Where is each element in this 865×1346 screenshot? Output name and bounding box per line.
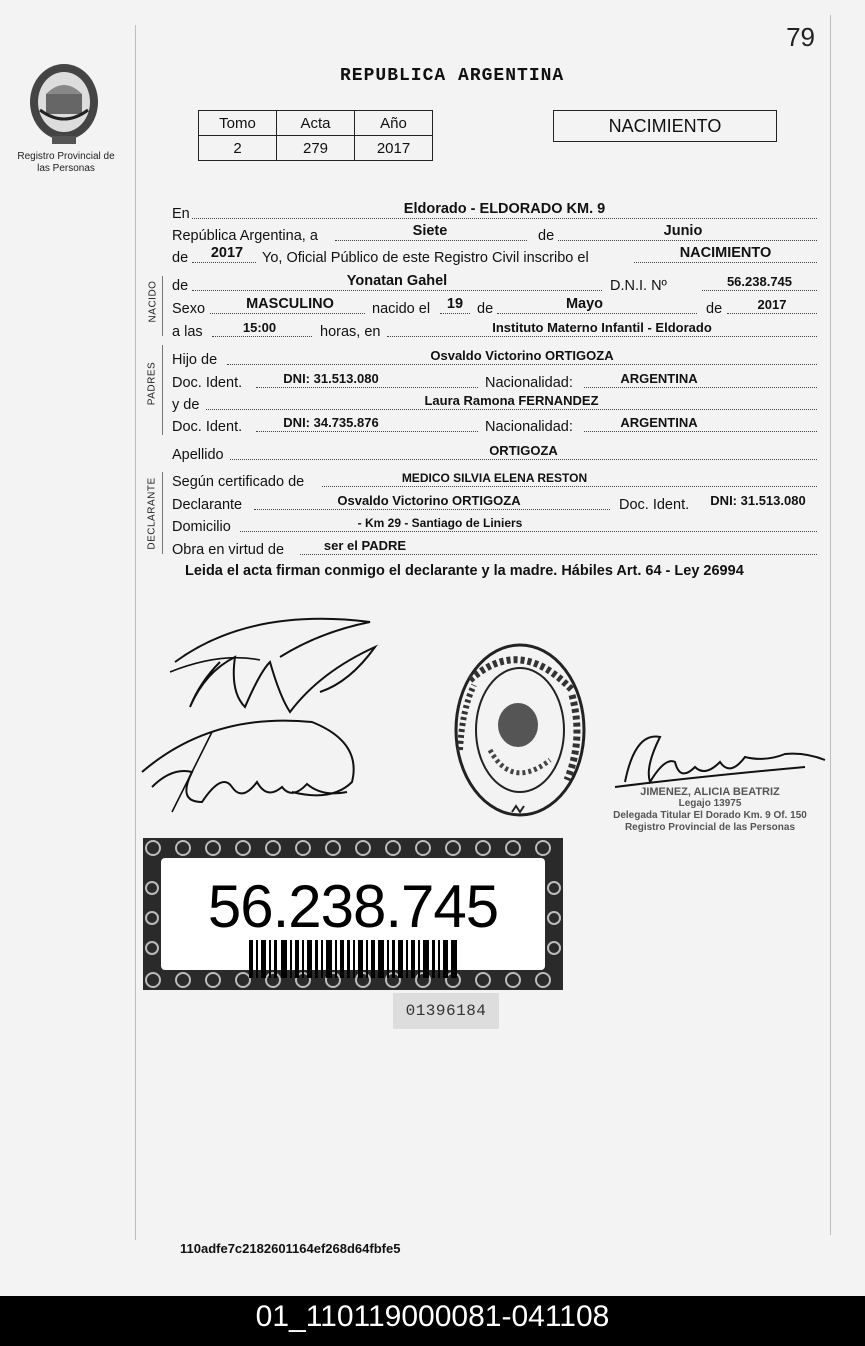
dotted-line [210, 313, 365, 314]
book-header-anio: Año [355, 111, 433, 136]
label-dni: D.N.I. Nº [610, 278, 667, 294]
value-nombre: Yonatan Gahel [346, 273, 448, 289]
row-madre [172, 391, 817, 413]
row-domicilio [172, 513, 817, 535]
value-nac-anio: 2017 [757, 297, 787, 312]
left-margin-line [135, 25, 136, 1240]
label-nacionalidad2: Nacionalidad: [485, 419, 573, 435]
label-sexo: Sexo [172, 301, 206, 317]
book-header-acta: Acta [277, 111, 355, 136]
province-seal-icon [26, 58, 102, 148]
row-inscripcion [172, 244, 817, 266]
label-de4: de [477, 301, 494, 317]
label-de: de [538, 228, 555, 244]
dotted-line [227, 364, 817, 365]
book-value-tomo: 2 [199, 136, 277, 161]
label-segun-cert: Según certificado de [172, 474, 305, 490]
value-anio: 2017 [210, 245, 244, 261]
row-obra [172, 536, 817, 558]
label-y-de: y de [172, 397, 200, 413]
book-value-acta: 279 [277, 136, 355, 161]
dotted-line [192, 290, 602, 291]
dotted-line [440, 313, 470, 314]
signature-icon [160, 612, 390, 722]
label-yo: Yo, Oficial Público de este Registro Civil inscribo el [262, 250, 589, 266]
section-padres: PADRES [146, 361, 158, 406]
closing-note: Leida el acta firman conmigo el declarante y la madre. Hábiles Art. 64 - Ley 26994 [185, 563, 744, 579]
label-nacionalidad: Nacionalidad: [485, 375, 573, 391]
row-madre-doc [172, 413, 817, 435]
official-stamp [595, 786, 825, 834]
value-obra: ser el PADRE [323, 538, 407, 553]
section-nacido: NACIDO [147, 280, 159, 323]
label-apellido: Apellido [172, 447, 224, 463]
value-sexo: MASCULINO [246, 296, 334, 312]
control-number: 01396184 [393, 993, 499, 1029]
dotted-line [192, 218, 817, 219]
row-lugar [172, 200, 817, 222]
value-padre: Osvaldo Victorino ORTIGOZA [430, 348, 614, 363]
registry-stamp [452, 640, 587, 820]
label-nacido-el: nacido el [372, 301, 431, 317]
value-madre-nac: ARGENTINA [620, 415, 698, 430]
dotted-line [387, 336, 817, 337]
group-line-padres [162, 345, 163, 435]
dotted-line [727, 313, 817, 314]
value-domicilio: - Km 29 - Santiago de Liniers [357, 516, 523, 530]
dotted-line [240, 531, 817, 532]
official-name: JIMENEZ, ALICIA BEATRIZ [640, 786, 780, 798]
footer-id-bar: 01_110119000081-041108 [0, 1296, 865, 1346]
barcode-number: 56.238.745 [207, 873, 499, 940]
page-number: 79 [786, 22, 815, 52]
value-dia-letras: Siete [412, 223, 448, 239]
book-value-anio: 2017 [355, 136, 433, 161]
dotted-line [634, 262, 817, 263]
seal-org-name: Registro Provincial de las Personas [17, 151, 115, 174]
document-title: REPUBLICA ARGENTINA [340, 66, 565, 86]
value-madre: Laura Ramona FERNANDEZ [424, 393, 599, 408]
dotted-line [300, 554, 817, 555]
section-declarante: DECLARANTE [146, 477, 158, 550]
dotted-line [206, 409, 817, 410]
official-role: Delegada Titular El Dorado Km. 9 Of. 150 [613, 810, 807, 821]
group-line-nacido [162, 276, 163, 336]
value-padre-nac: ARGENTINA [620, 371, 698, 386]
signature-icon [132, 712, 372, 832]
label-horas-en: horas, en [320, 324, 381, 340]
dotted-line [702, 290, 817, 291]
row-padre-doc [172, 369, 817, 391]
label-doc-ident2: Doc. Ident. [172, 419, 243, 435]
label-declarante: Declarante [172, 497, 243, 513]
label-doc-ident3: Doc. Ident. [619, 497, 690, 513]
dotted-line [230, 459, 817, 460]
label-a-las: a las [172, 324, 203, 340]
label-republica: República Argentina, a [172, 228, 318, 244]
row-fecha [172, 222, 817, 244]
label-en: En [172, 206, 190, 222]
label-domicilio: Domicilio [172, 519, 231, 535]
value-mes: Junio [663, 223, 703, 239]
row-nombre [172, 272, 817, 294]
official-org: Registro Provincial de las Personas [624, 822, 796, 833]
row-padre [172, 346, 817, 368]
dotted-line [256, 431, 478, 432]
value-declarante: Osvaldo Victorino ORTIGOZA [337, 493, 521, 508]
value-tipo-inscripcion: NACIMIENTO [679, 245, 772, 261]
value-lugar: Eldorado - ELDORADO KM. 9 [403, 201, 606, 217]
value-nac-dia: 19 [446, 296, 464, 312]
barcode-sticker [143, 838, 563, 990]
book-header-tomo: Tomo [199, 111, 277, 136]
dotted-line [584, 387, 817, 388]
row-apellido [172, 441, 817, 463]
document-hash: 110adfe7c2182601164ef268d64fbfe5 [180, 1241, 401, 1256]
value-declarante-doc: DNI: 31.513.080 [710, 493, 806, 508]
value-dni: 56.238.745 [726, 274, 793, 289]
value-apellido: ORTIGOZA [489, 443, 558, 458]
right-margin-line [830, 15, 831, 1235]
dotted-line [212, 336, 312, 337]
label-de3: de [172, 278, 189, 294]
row-hora [172, 318, 817, 340]
dotted-line [584, 431, 817, 432]
book-table [198, 110, 433, 161]
group-line-declarante [162, 472, 163, 554]
value-lugar-nacimiento: Instituto Materno Infantil - Eldorado [492, 320, 712, 335]
label-obra: Obra en virtud de [172, 542, 285, 558]
value-madre-doc: DNI: 34.735.876 [283, 415, 379, 430]
dotted-line [254, 509, 610, 510]
dotted-line [256, 387, 478, 388]
dotted-line [335, 240, 527, 241]
label-doc-ident: Doc. Ident. [172, 375, 243, 391]
row-certificado [172, 468, 817, 490]
dotted-line [497, 313, 697, 314]
row-declarante [172, 491, 817, 513]
barcode-icon [249, 940, 457, 978]
barcode-label [161, 858, 545, 970]
label-de2: de [172, 250, 189, 266]
value-padre-doc: DNI: 31.513.080 [283, 371, 379, 386]
label-de5: de [706, 301, 723, 317]
act-type-box: NACIMIENTO [553, 110, 777, 142]
row-sexo [172, 295, 817, 317]
label-hijo-de: Hijo de [172, 352, 218, 368]
dotted-line [558, 240, 817, 241]
value-certificado: MEDICO SILVIA ELENA RESTON [401, 471, 588, 485]
value-nac-mes: Mayo [565, 296, 604, 312]
dotted-line [322, 486, 817, 487]
value-hora: 15:00 [242, 320, 277, 335]
dotted-line [192, 262, 256, 263]
official-legajo: Legajo 13975 [678, 798, 742, 809]
